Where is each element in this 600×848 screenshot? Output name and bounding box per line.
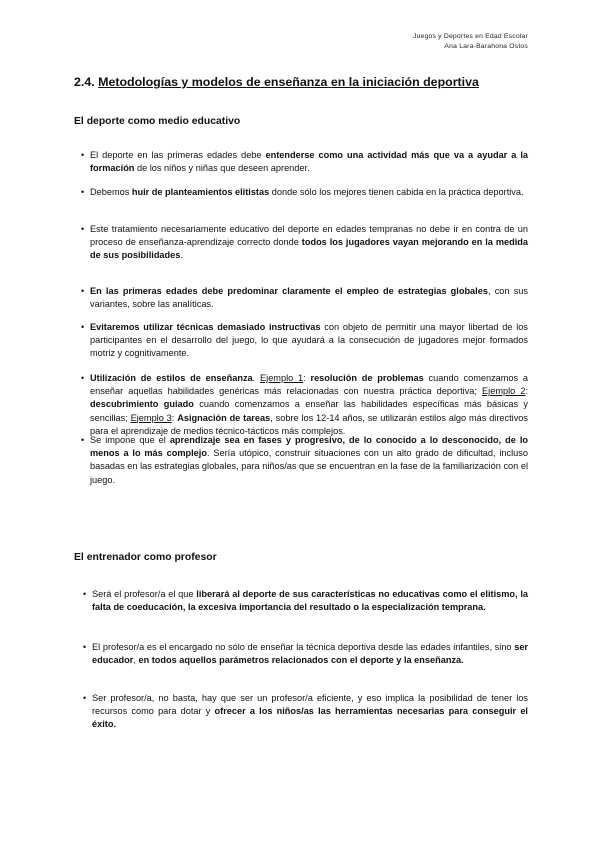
bullet-icon: • [81, 322, 85, 332]
text-run: donde sólo los mejores tienen cabida en la práctica deportiva. [269, 187, 524, 197]
text-run: cuando comenzamos a enseñar las habilidades específicas más básicas y sencillas; [90, 399, 529, 423]
list-item [81, 321, 528, 361]
text-run: . Sería utópico, construir situaciones con un alto grado de dificultad, incluso basadas en las estrategias globales, para niños/as que se encuentran en la fase de la familiarización con el juego. [90, 448, 528, 485]
bold-text: ser educador [92, 642, 528, 666]
list-item [81, 223, 528, 263]
subsection-heading-2: El entrenador como profesor [74, 552, 217, 563]
bullet-icon: • [81, 373, 85, 383]
bold-text: aprendizaje sea en fases y progresivo, de lo conocido a lo desconocido, de lo menos a lo más complejo [90, 435, 528, 459]
text-run: Ser profesor/a, no basta, hay que ser un profesor/a eficiente, y eso implica la posibilidad de tener los recursos como para dotar y [92, 693, 528, 717]
text-run: : [525, 386, 528, 397]
text-run: . [252, 373, 261, 383]
text-run: con objeto de permitir una mayor libertad de los participantes en el desarrollo del juego, lo que ayudará a la consecución de jugadores mejor formados motriz y cognitivamente. [90, 322, 528, 359]
text-run: : [303, 373, 311, 383]
list-item [81, 149, 528, 175]
bullet-icon: • [83, 589, 87, 599]
text-run: , con sus variantes, sobre las analíticas. [90, 286, 528, 310]
bullet-icon: • [81, 187, 85, 197]
text-run: . [180, 250, 183, 261]
bold-text: ofrecer a los niños/as las herramientas necesarias para conseguir el éxito. [92, 706, 528, 730]
list-item [81, 186, 528, 199]
bold-text: en todos aquellos parámetros relacionados con el deporte y la enseñanza. [138, 655, 464, 666]
subsection-heading-1: El deporte como medio educativo [74, 116, 241, 127]
underlined-text: Ejemplo 2 [482, 386, 526, 397]
bold-text: huir de planteamientos elitistas [131, 187, 270, 197]
list-item [81, 372, 529, 438]
section-title [74, 75, 479, 89]
text-run: Será el profesor/a el que [92, 589, 197, 599]
underlined-text: Ejemplo 1 [260, 373, 304, 383]
bold-text: todos los jugadores vayan mejorando en la medida de sus posibilidades [90, 237, 528, 261]
list-item [81, 285, 528, 311]
bullet-icon: • [81, 224, 85, 234]
text-run: , [133, 655, 139, 666]
bold-text: resolución de problemas [310, 373, 424, 383]
header-line-2: Ana Lara-Barahona Ostos [444, 43, 528, 50]
underlined-text: Ejemplo 3 [130, 412, 172, 423]
text-run: Debemos [90, 187, 132, 197]
bullet-icon: • [81, 286, 85, 296]
section-number: 2.4. [74, 75, 95, 89]
section-title-text: Metodologías y modelos de enseñanza en la iniciación deportiva [98, 75, 479, 89]
bullet-icon: • [83, 642, 87, 652]
bold-text: Asignación de tareas [177, 412, 271, 423]
text-run: El profesor/a es el encargado no sólo de enseñar la técnica deportiva desde las edades infantiles, sino [92, 642, 515, 652]
list-item [81, 434, 528, 487]
bold-text: descubrimiento guiado [90, 399, 194, 410]
text-run: , sobre los 12-14 años, se utilizarán estilos algo más directivos para el aprendizaje de medios técnico-tácticos más complejos. [90, 412, 529, 436]
text-run: El deporte en las primeras edades debe [90, 150, 266, 160]
text-run: : [171, 412, 178, 423]
bold-text: Evitaremos utilizar técnicas demasiado instructivas [90, 322, 321, 332]
bullet-icon: • [81, 150, 85, 160]
bullet-icon: • [81, 435, 85, 445]
bullet-icon: • [83, 693, 87, 703]
bold-text: liberará al deporte de sus características no educativas como el elitismo, la falta de coeducación, la excesiva importancia del resultado o la especialización temprana. [92, 589, 529, 613]
bold-text: entenderse como una actividad más que va a ayudar a la formación [90, 150, 528, 174]
text-run: Este tratamiento necesariamente educativo del deporte en edades tempranas no debe ir en contra de un proceso de enseñanza-aprendizaje correcto donde [90, 224, 528, 248]
list-item [83, 641, 528, 667]
page-header [413, 32, 528, 52]
list-item [83, 588, 529, 614]
text-run: cuando comenzamos a enseñar aquellas habilidades genéricas más relacionadas con nuestra práctica deportiva; [90, 373, 529, 397]
bold-text: Utilización de estilos de enseñanza [90, 373, 253, 383]
text-run: Se impone que el [90, 435, 170, 445]
list-item [83, 692, 528, 732]
bold-text: En las primeras edades debe predominar claramente el empleo de estrategias globales [90, 286, 488, 296]
text-run: de los niños y niñas que deseen aprender. [134, 163, 310, 174]
header-line-1: Juegos y Deportes en Edad Escolar [412, 33, 528, 40]
